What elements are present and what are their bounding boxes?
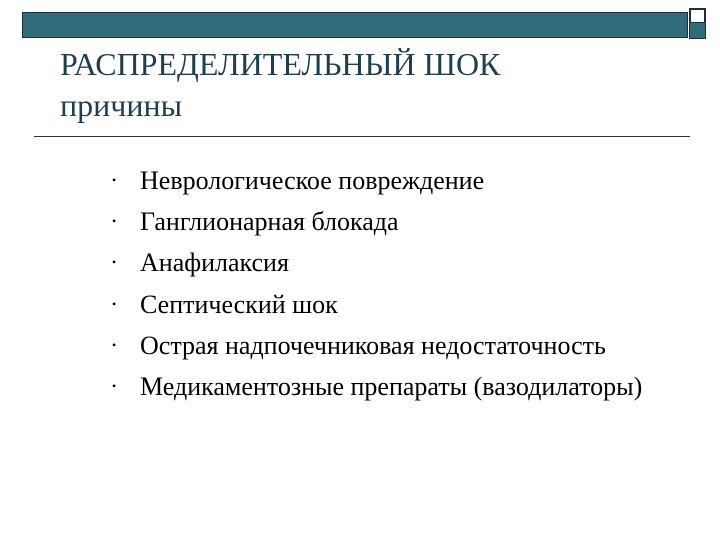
list-item-anaphylaxis (112, 247, 672, 278)
slide-title-line-1: РАСПРЕДЕЛИТЕЛЬНЫЙ ШОК (60, 46, 501, 82)
bullet-marker: • (112, 255, 117, 270)
corner-decoration-fill (689, 22, 706, 39)
list-item-text: Медикаментозные препараты (вазодилаторы) (140, 371, 643, 401)
list-item-text: Ганглионарная блокада (140, 207, 399, 237)
bullet-marker: • (112, 337, 117, 352)
slide-title (60, 44, 500, 125)
list-item-text: Септический шок (140, 289, 338, 319)
bullet-marker: • (112, 296, 117, 311)
slide-title-line-2: причины (60, 86, 183, 123)
list-item-neurological (112, 165, 672, 196)
list-item-adrenal (112, 330, 672, 361)
bullet-marker: • (112, 378, 117, 393)
list-item-ganglionic (112, 206, 672, 237)
bullet-marker: • (112, 173, 117, 187)
title-divider (34, 136, 690, 137)
list-item-medications (112, 371, 672, 402)
list-item-text: Острая надпочечниковая недостаточность (140, 330, 606, 360)
header-accent-bar (22, 12, 688, 38)
causes-list (112, 165, 672, 412)
bullet-marker: • (112, 214, 117, 229)
list-item-text: Анафилаксия (140, 248, 289, 278)
list-item-text: Неврологическое повреждение (140, 166, 485, 195)
list-item-septic (112, 289, 672, 320)
